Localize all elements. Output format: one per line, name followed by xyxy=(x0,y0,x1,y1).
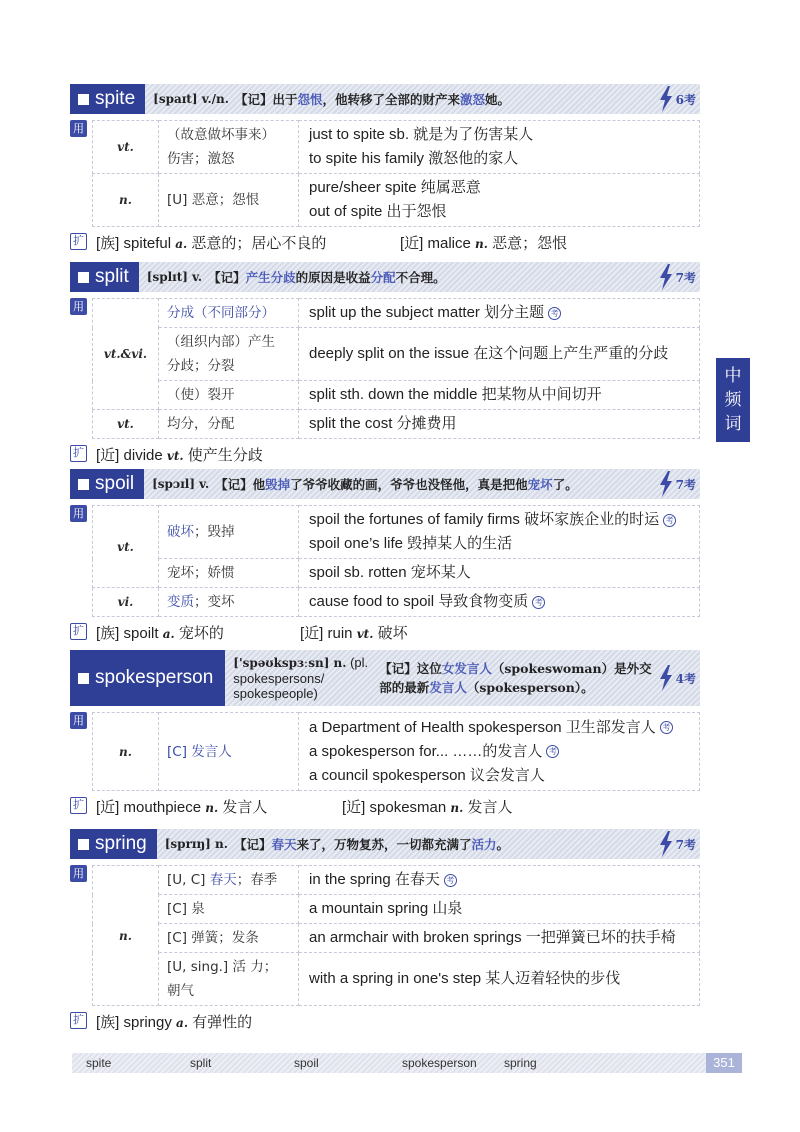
memory-tip: 【记】他毁掉了爷爷收藏的画，爷爷也没怪他，真是把他宠坏了。 xyxy=(215,477,578,492)
entry-spring xyxy=(70,829,700,1031)
usage-table xyxy=(92,865,700,1006)
headword: spokesperson xyxy=(70,650,225,706)
footer-word: spokesperson xyxy=(402,1056,477,1070)
entry-spokesperson xyxy=(70,650,700,816)
footer-word: spring xyxy=(504,1056,537,1070)
table-row: n. [C] 发言人 a Department of Health spokesperson 卫生部发言人 考 a spokesperson for... ……的发言人 考 a council spokesperson 议会发言人 xyxy=(93,713,700,791)
table-row: vt. 均分，分配 split the cost 分摊费用 xyxy=(93,410,700,439)
entry-spite xyxy=(70,84,700,252)
ext-item: [族] springy a. 有弹性的 xyxy=(96,1014,253,1031)
extension-row xyxy=(70,444,700,464)
extend-label: 扩 xyxy=(70,797,87,814)
entry-header xyxy=(70,84,700,114)
usage-section xyxy=(70,120,700,227)
ext-item: [近] ruin vt. 破坏 xyxy=(300,625,408,642)
usage-section xyxy=(70,865,700,1006)
lightning-icon xyxy=(658,264,674,290)
entry-header xyxy=(70,829,700,859)
phonetic: [spaɪt] v./n. xyxy=(153,92,229,106)
phonetic: [spɔɪl] v. xyxy=(152,477,210,491)
headword: spite xyxy=(70,84,145,114)
usage-section xyxy=(70,712,700,791)
ext-item: [近] mouthpiece n. 发言人 xyxy=(96,799,268,816)
usage-table xyxy=(92,712,700,791)
footer-index xyxy=(72,1053,742,1073)
ext-item: [族] spoilt a. 宠坏的 xyxy=(96,625,224,642)
usage-label: 用 xyxy=(70,865,87,882)
entry-header xyxy=(70,262,700,292)
ext-item: [近] spokesman n. 发言人 xyxy=(342,799,513,816)
usage-section xyxy=(70,505,700,617)
usage-section xyxy=(70,298,700,439)
lightning-icon xyxy=(658,86,674,112)
memory-tip: 【记】春天来了，万物复苏，一切都充满了活力。 xyxy=(233,837,510,852)
extend-label: 扩 xyxy=(70,1012,87,1029)
frequency-badge: 4考 xyxy=(658,665,696,691)
usage-label: 用 xyxy=(70,712,87,729)
usage-table xyxy=(92,505,700,617)
extend-label: 扩 xyxy=(70,623,87,640)
table-row: （使）裂开 split sth. down the middle 把某物从中间切开 xyxy=(93,381,700,410)
extension-row xyxy=(70,622,700,642)
phonetic: [sprɪŋ] n. xyxy=(164,837,228,851)
headword: split xyxy=(70,262,139,292)
ext-item: [族] spiteful a. 恶意的；居心不良的 xyxy=(96,235,327,252)
extension-row xyxy=(70,232,700,252)
lightning-icon xyxy=(658,831,674,857)
memory-tip: 【记】产生分歧的原因是收益分配不合理。 xyxy=(208,270,446,285)
frequency-badge: 6考 xyxy=(658,86,696,112)
footer-word: split xyxy=(190,1056,212,1070)
headword: spring xyxy=(70,829,157,859)
table-row: vi. 变质；变坏 cause food to spoil 导致食物变质 考 xyxy=(93,588,700,617)
entry-split xyxy=(70,262,700,464)
frequency-badge: 7考 xyxy=(658,471,696,497)
table-row: （组织内部）产生 分歧；分裂 deeply split on the issue 在这个问题上产生严重的分歧 xyxy=(93,328,700,381)
memory-tip: 【记】出于怨恨，他转移了全部的财产来激怒她。 xyxy=(234,92,511,107)
table-row: vt.&vi. 分成（不同部分） split up the subject matter 划分主题 考 xyxy=(93,299,700,328)
extend-label: 扩 xyxy=(70,445,87,462)
frequency-badge: 7考 xyxy=(658,264,696,290)
page-number: 351 xyxy=(706,1053,742,1073)
table-row: vt. 破坏；毁掉 spoil the fortunes of family firms 破坏家族企业的时运 考 spoil one’s life 毁掉某人的生活 xyxy=(93,506,700,559)
lightning-icon xyxy=(658,665,674,691)
table-row: vt. （故意做坏事来） 伤害；激怒 just to spite sb. 就是为了伤害某人 to spite his family 激怒他的家人 xyxy=(93,121,700,174)
table-row: [C] 泉 a mountain spring 山泉 xyxy=(93,895,700,924)
table-row: [C] 弹簧；发条 an armchair with broken springs 一把弹簧已坏的扶手椅 xyxy=(93,924,700,953)
section-side-tab[interactable]: 中 频 词 xyxy=(716,358,750,442)
entry-header xyxy=(70,650,700,706)
extension-row xyxy=(70,1011,700,1031)
extend-label: 扩 xyxy=(70,233,87,250)
usage-label: 用 xyxy=(70,505,87,522)
ext-item: [近] divide vt. 使产生分歧 xyxy=(96,447,263,464)
memory-tip: 【记】这位女发言人（spokeswoman）是外交部的最新发言人（spokesperson）。 xyxy=(379,661,652,695)
lightning-icon xyxy=(658,471,674,497)
usage-table xyxy=(92,298,700,439)
extension-row xyxy=(70,796,700,816)
footer-word: spite xyxy=(86,1056,112,1070)
ext-item: [近] malice n. 恶意；怨恨 xyxy=(400,235,568,252)
table-row: n. [U, C] 春天；春季 in the spring 在春天 考 xyxy=(93,866,700,895)
usage-label: 用 xyxy=(70,298,87,315)
entry-header xyxy=(70,469,700,499)
usage-label: 用 xyxy=(70,120,87,137)
phonetic: ['spəʊkspɜːsn] n. (pl. spokespersons/ spokespeople) xyxy=(233,655,369,701)
phonetic: [splɪt] v. xyxy=(146,270,203,284)
table-row: 宠坏；娇惯 spoil sb. rotten 宠坏某人 xyxy=(93,559,700,588)
headword: spoil xyxy=(70,469,144,499)
entry-spoil xyxy=(70,469,700,642)
frequency-badge: 7考 xyxy=(658,831,696,857)
usage-table xyxy=(92,120,700,227)
table-row: [U, sing.] 活 力； 朝气 with a spring in one's step 某人迈着轻快的步伐 xyxy=(93,953,700,1006)
table-row: n. [U] 恶意；怨恨 pure/sheer spite 纯属恶意 out of spite 出于怨恨 xyxy=(93,174,700,227)
footer-word: spoil xyxy=(294,1056,319,1070)
